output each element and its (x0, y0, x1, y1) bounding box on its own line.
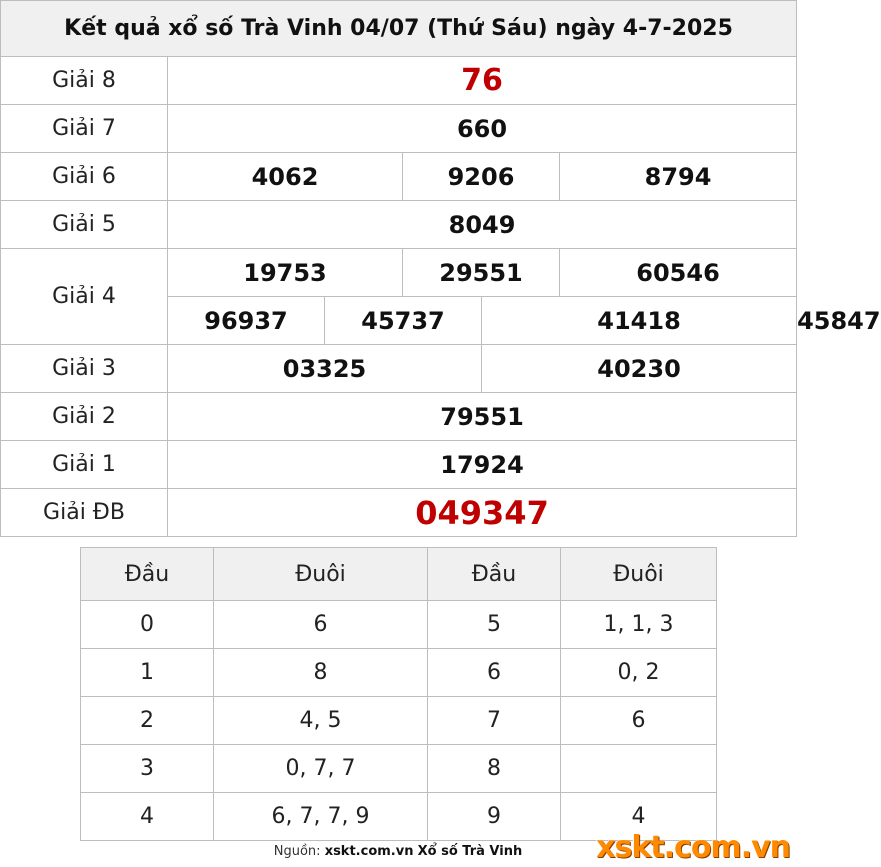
prize-label-g4: Giải 4 (1, 249, 168, 345)
site-logo[interactable]: xskt.com.vn (596, 830, 790, 865)
prize-g3-number: 40230 (482, 345, 797, 393)
prize-label-g3: Giải 3 (1, 345, 168, 393)
loto-cell: 3 (81, 745, 214, 793)
loto-row (81, 697, 717, 745)
loto-cell: 4 (561, 793, 717, 841)
loto-cell (561, 745, 717, 793)
prize-label-g1: Giải 1 (1, 441, 168, 489)
loto-cell: 4 (81, 793, 214, 841)
loto-header-duoi: Đuôi (561, 548, 717, 601)
prize-g7-number: 660 (168, 105, 797, 153)
source-prefix: Nguồn: (273, 844, 321, 859)
loto-header-dau: Đầu (428, 548, 561, 601)
prize-g4-number: 96937 (168, 297, 325, 345)
loto-cell: 6 (214, 601, 428, 649)
loto-row (81, 649, 717, 697)
loto-cell: 6 (428, 649, 561, 697)
prize-g4-number: 19753 (168, 249, 403, 297)
loto-cell: 9 (428, 793, 561, 841)
loto-cell: 1 (81, 649, 214, 697)
prize-g4-number: 41418 (482, 297, 797, 345)
prize-label-db: Giải ĐB (1, 489, 168, 537)
loto-table (80, 547, 717, 841)
loto-cell: 2 (81, 697, 214, 745)
prize-label-g5: Giải 5 (1, 201, 168, 249)
prize-g4-number: 60546 (560, 249, 797, 297)
prize-g4-number: 45737 (325, 297, 482, 345)
prize-g6-number: 8794 (560, 153, 797, 201)
prize-label-g7: Giải 7 (1, 105, 168, 153)
loto-header-duoi: Đuôi (214, 548, 428, 601)
prize-label-g6: Giải 6 (1, 153, 168, 201)
loto-cell: 0, 7, 7 (214, 745, 428, 793)
loto-row (81, 745, 717, 793)
page-title: Kết quả xổ số Trà Vinh 04/07 (Thứ Sáu) ngày 4-7-2025 (1, 1, 797, 57)
loto-cell: 5 (428, 601, 561, 649)
loto-cell: 1, 1, 3 (561, 601, 717, 649)
prize-label-g8: Giải 8 (1, 57, 168, 105)
prize-g6-number: 9206 (403, 153, 560, 201)
loto-cell: 6 (561, 697, 717, 745)
prize-g6-number: 4062 (168, 153, 403, 201)
loto-header-dau: Đầu (81, 548, 214, 601)
prize-g3-number: 03325 (168, 345, 482, 393)
prize-label-g2: Giải 2 (1, 393, 168, 441)
loto-cell: 7 (428, 697, 561, 745)
results-table: Kết quả xổ số Trà Vinh 04/07 (Thứ Sáu) ngày 4-7-2025 Giải 8 76 Giải 7 660 Giải 6 4062 9206 8794 Giải 5 8049 Giải 4 19753 29551 60546 96937 45737 41418 45847 Giải 3 03325 40230 Giải 2 79551 Giải 1 17924 Giải ĐB 049347 (0, 0, 797, 537)
special-prize-number: 049347 (168, 489, 797, 537)
source-name: Xổ số Trà Vinh (417, 844, 523, 859)
loto-cell: 0 (81, 601, 214, 649)
prize-g2-number: 79551 (168, 393, 797, 441)
prize-g4-number: 29551 (403, 249, 560, 297)
loto-cell: 8 (214, 649, 428, 697)
prize-g5-number: 8049 (168, 201, 797, 249)
prize-g8-number: 76 (168, 57, 797, 105)
loto-row (81, 601, 717, 649)
prize-g1-number: 17924 (168, 441, 797, 489)
loto-cell: 4, 5 (214, 697, 428, 745)
loto-cell: 6, 7, 7, 9 (214, 793, 428, 841)
source-link[interactable]: xskt.com.vn (324, 844, 414, 859)
loto-cell: 0, 2 (561, 649, 717, 697)
loto-cell: 8 (428, 745, 561, 793)
